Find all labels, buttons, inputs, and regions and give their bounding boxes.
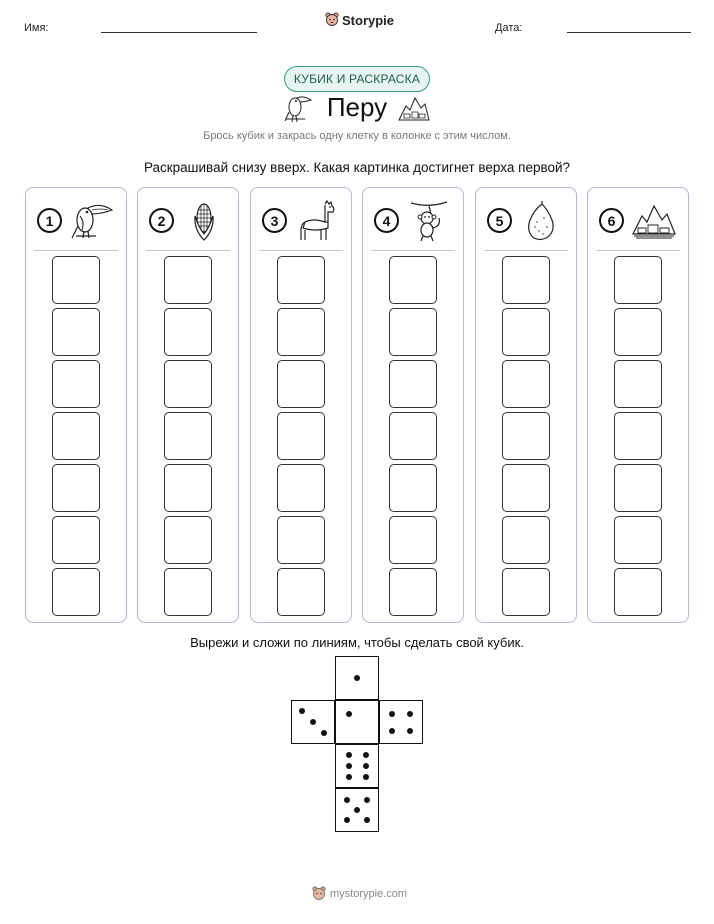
page-title: Перу	[326, 92, 388, 122]
die-pip	[346, 752, 352, 758]
color-cell[interactable]	[389, 412, 437, 460]
column-divider	[484, 250, 568, 251]
column-header	[259, 198, 345, 242]
color-cell[interactable]	[277, 568, 325, 616]
date-label: Дата:	[495, 22, 523, 34]
column-divider	[371, 250, 455, 251]
toucan-icon	[70, 200, 114, 242]
die-face-center	[335, 700, 379, 744]
color-cell[interactable]	[502, 516, 550, 564]
name-label: Имя:	[24, 22, 49, 34]
question-text: Раскрашивай снизу вверх. Какая картинка достигнет верха первой?	[143, 160, 571, 175]
machu-picchu-icon	[632, 200, 676, 242]
activity-badge: КУБИК И РАСКРАСКА	[284, 66, 430, 92]
cutout-instructions: Вырежи и сложи по линиям, чтобы сделать свой кубик.	[190, 635, 524, 650]
die-face-4	[379, 700, 423, 744]
die-pip	[344, 817, 350, 823]
die-pip	[389, 728, 395, 734]
guava-icon	[520, 200, 564, 242]
color-cell[interactable]	[52, 256, 100, 304]
date-line[interactable]	[567, 32, 691, 33]
color-cell[interactable]	[277, 464, 325, 512]
color-cell[interactable]	[614, 516, 662, 564]
machu-picchu-title-icon	[398, 94, 430, 122]
llama-icon	[295, 200, 339, 242]
column-divider	[34, 250, 118, 251]
brand-logo	[325, 12, 394, 28]
column-divider	[596, 250, 680, 251]
die-pip	[346, 774, 352, 780]
color-cell[interactable]	[502, 256, 550, 304]
die-pip	[346, 711, 352, 717]
column-header	[34, 198, 120, 242]
column-number: 3	[262, 208, 287, 233]
color-cell[interactable]	[164, 516, 212, 564]
corn-icon	[182, 200, 226, 242]
color-cell[interactable]	[277, 516, 325, 564]
color-cell[interactable]	[164, 464, 212, 512]
die-pip	[299, 708, 305, 714]
die-pip	[321, 730, 327, 736]
brand-name: Storypie	[342, 12, 395, 28]
monkey-icon	[407, 200, 451, 242]
die-pip	[407, 711, 413, 717]
die-pip	[354, 807, 360, 813]
color-cell[interactable]	[614, 568, 662, 616]
color-cell[interactable]	[502, 412, 550, 460]
color-cell[interactable]	[389, 568, 437, 616]
color-cell[interactable]	[52, 464, 100, 512]
instructions-text: Брось кубик и закрась одну клетку в колонке с этим числом.	[203, 130, 511, 142]
footer	[312, 886, 407, 902]
color-cell[interactable]	[164, 360, 212, 408]
column-divider	[146, 250, 230, 251]
color-cell[interactable]	[614, 308, 662, 356]
column-number: 5	[487, 208, 512, 233]
color-cell[interactable]	[502, 464, 550, 512]
die-pip	[310, 719, 316, 725]
color-cell[interactable]	[164, 412, 212, 460]
color-cell[interactable]	[52, 568, 100, 616]
column-header	[146, 198, 232, 242]
color-cell[interactable]	[389, 256, 437, 304]
column-1	[25, 187, 127, 623]
color-cell[interactable]	[277, 412, 325, 460]
column-number: 4	[374, 208, 399, 233]
die-face-6	[335, 744, 379, 788]
die-pip	[363, 774, 369, 780]
color-cell[interactable]	[164, 308, 212, 356]
color-cell[interactable]	[52, 308, 100, 356]
column-5	[475, 187, 577, 623]
column-number: 6	[599, 208, 624, 233]
column-6	[587, 187, 689, 623]
die-pip	[344, 797, 350, 803]
color-cell[interactable]	[277, 256, 325, 304]
color-cell[interactable]	[52, 412, 100, 460]
color-cell[interactable]	[614, 412, 662, 460]
die-pip	[363, 752, 369, 758]
color-cell[interactable]	[389, 464, 437, 512]
color-cell[interactable]	[164, 256, 212, 304]
die-pip	[363, 763, 369, 769]
column-number: 2	[149, 208, 174, 233]
column-4	[362, 187, 464, 623]
footer-url[interactable]: mystorypie.com	[330, 888, 408, 900]
storypie-mascot-icon	[325, 12, 339, 28]
name-line[interactable]	[101, 32, 257, 33]
color-cell[interactable]	[52, 360, 100, 408]
color-cell[interactable]	[52, 516, 100, 564]
color-cell[interactable]	[277, 308, 325, 356]
color-cell[interactable]	[164, 568, 212, 616]
die-pip	[389, 711, 395, 717]
color-cell[interactable]	[502, 360, 550, 408]
column-header	[371, 198, 457, 242]
storypie-mascot-icon	[312, 886, 326, 902]
color-cell[interactable]	[614, 256, 662, 304]
die-face-1	[335, 656, 379, 700]
column-header	[484, 198, 570, 242]
die-pip	[354, 675, 360, 681]
color-cell[interactable]	[614, 464, 662, 512]
color-cell[interactable]	[614, 360, 662, 408]
color-cell[interactable]	[389, 516, 437, 564]
die-face-5	[335, 788, 379, 832]
color-cell[interactable]	[277, 360, 325, 408]
column-divider	[259, 250, 343, 251]
color-cell[interactable]	[389, 308, 437, 356]
die-pip	[407, 728, 413, 734]
die-pip	[364, 797, 370, 803]
color-cell[interactable]	[389, 360, 437, 408]
color-cell[interactable]	[502, 568, 550, 616]
column-2	[137, 187, 239, 623]
die-face-3	[291, 700, 335, 744]
column-number: 1	[37, 208, 62, 233]
column-3	[250, 187, 352, 623]
color-cell[interactable]	[502, 308, 550, 356]
column-header	[596, 198, 682, 242]
die-pip	[346, 763, 352, 769]
die-pip	[364, 817, 370, 823]
